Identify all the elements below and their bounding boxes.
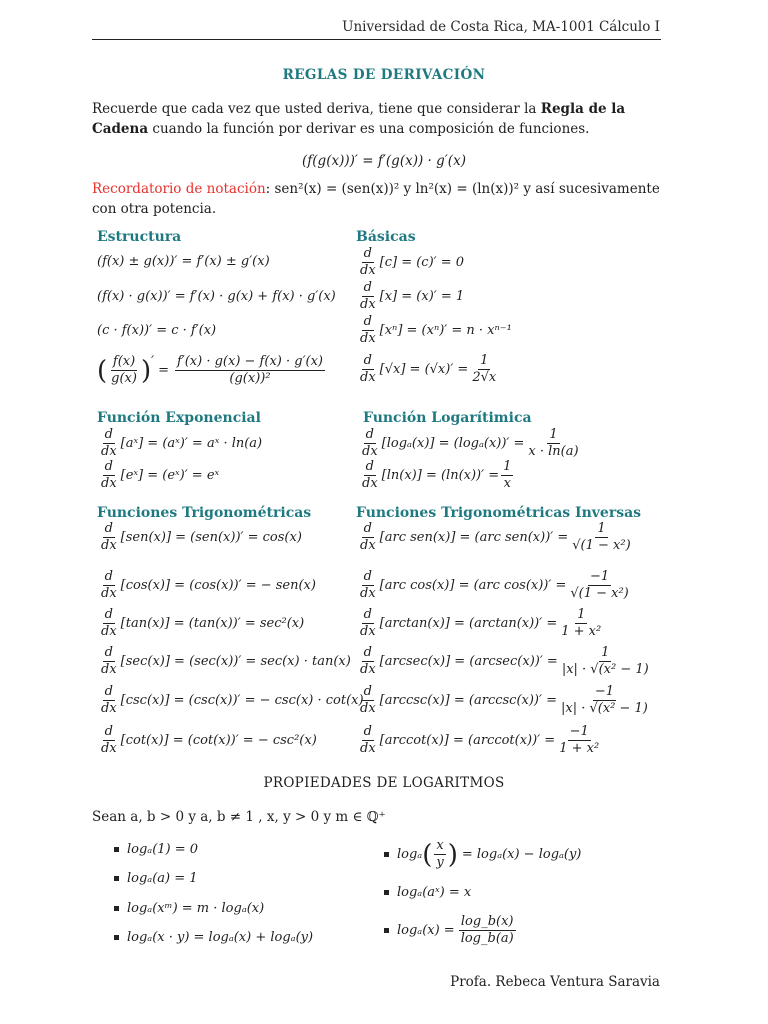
d-dx — [99, 459, 119, 492]
d-dx — [99, 684, 119, 717]
rule-text: [sec(x)] = (sec(x))′ = sec(x) · tan(x) — [120, 654, 351, 669]
d-den: dx — [360, 586, 376, 601]
logs-conditions: Sean a, b > 0 y a, b ≠ 1 , x, y > 0 y m ∈ ℚ⁺ — [92, 809, 386, 825]
rule-sec — [97, 645, 351, 678]
intro-text-1: Recuerde que cada vez que usted deriva, tiene que considerar la — [92, 101, 541, 117]
footer-author: Profa. Rebeca Ventura Saravia — [450, 974, 660, 990]
bullet — [384, 928, 389, 933]
d-num: d — [104, 521, 113, 536]
d-den: dx — [101, 624, 117, 639]
result-num: 1 — [601, 645, 610, 660]
rule-text: [arc sen(x)] = (arc sen(x))′ = — [379, 530, 569, 545]
d-num: d — [104, 569, 113, 584]
d-dx — [99, 645, 119, 678]
log-prop-1 — [114, 842, 198, 857]
section-title-exponencial: Función Exponencial — [97, 410, 261, 426]
rule-basica-x — [356, 280, 464, 313]
rule-text: [c] = (c)′ = 0 — [379, 255, 465, 270]
d-num: d — [363, 607, 372, 622]
result-num: 1 — [577, 607, 586, 622]
rule-arcsen — [356, 521, 635, 554]
frac-den: log_b(a) — [460, 931, 514, 946]
rule-text: [xⁿ] = (xⁿ)′ = n · xⁿ⁻¹ — [379, 323, 512, 338]
log-prop-text: = logₐ(x) − logₐ(y) — [461, 847, 582, 862]
result-den: 1 + x² — [561, 624, 602, 639]
d-dx — [358, 280, 378, 313]
d-dx — [358, 724, 378, 757]
log-quotient-fraction — [434, 838, 445, 871]
log-prop-text: logₐ(x) = — [397, 923, 455, 938]
quotient-rhs-fraction — [175, 354, 325, 387]
rule-basica-constant — [356, 246, 464, 279]
rule-basica-sqrt — [356, 353, 500, 386]
prime-mark: ′ — [151, 354, 155, 369]
section-title-trig: Funciones Trigonométricas — [97, 505, 312, 521]
log-prop-text: logₐ — [397, 847, 423, 862]
rule-result — [570, 521, 632, 554]
intro-bold: Regla de la Cadena — [92, 101, 626, 137]
log-prop-2 — [114, 871, 198, 886]
d-num: d — [104, 427, 113, 442]
result-den: x — [503, 476, 511, 491]
d-num: d — [363, 353, 372, 368]
section-title-logaritmica: Función Logarítimica — [363, 410, 532, 426]
frac-num: x — [436, 838, 444, 853]
result-den: 1 + x² — [559, 741, 600, 756]
rule-text: [ln(x)] = (ln(x))′ = — [381, 468, 500, 483]
header-divider — [92, 39, 661, 40]
d-den: dx — [101, 662, 117, 677]
rule-arccot — [356, 724, 603, 757]
rule-exp-e — [97, 459, 219, 492]
paren-open: ( — [97, 355, 108, 386]
frac-den: y — [436, 855, 444, 870]
rule-arccos — [356, 569, 633, 602]
result-num: −1 — [569, 724, 589, 739]
sqrt-result — [470, 353, 498, 386]
paren-open: ( — [422, 839, 433, 870]
d-den: dx — [101, 741, 117, 756]
bullet — [114, 935, 119, 940]
paren-close: ) — [447, 839, 458, 870]
d-num: d — [104, 724, 113, 739]
d-den: dx — [101, 476, 117, 491]
rule-arcsec — [356, 645, 653, 678]
rule-constant: (c · f(x))′ = c · f′(x) — [97, 323, 217, 338]
notation-reminder — [92, 179, 667, 219]
quotient-rhs-den: (g(x))² — [229, 371, 271, 386]
rule-exp-a — [97, 427, 262, 460]
d-dx — [358, 314, 378, 347]
d-num: d — [363, 521, 372, 536]
log-prop-quotient — [384, 838, 581, 871]
paren-close: ) — [140, 355, 152, 386]
d-den: dx — [360, 370, 376, 385]
log-prop-text: logₐ(a) = 1 — [127, 871, 198, 886]
quotient-lhs-num: f(x) — [112, 354, 136, 369]
rule-arccsc — [356, 684, 652, 717]
d-num: d — [363, 684, 372, 699]
log-prop-4 — [114, 930, 313, 945]
d-num: d — [363, 645, 372, 660]
d-dx — [358, 569, 378, 602]
bullet — [114, 876, 119, 881]
bullet — [114, 906, 119, 911]
rule-text: [x] = (x)′ = 1 — [379, 289, 465, 304]
quotient-rhs-num: f′(x) · g(x) − f(x) · g′(x) — [176, 354, 323, 369]
rule-basica-power — [356, 314, 512, 347]
d-den: dx — [101, 538, 117, 553]
rule-result — [501, 459, 513, 492]
rule-tan — [97, 607, 304, 640]
intro-paragraph — [92, 99, 667, 139]
rule-arctan — [356, 607, 605, 640]
page-title: REGLAS DE DERIVACIÓN — [282, 67, 486, 83]
rule-sum: (f(x) ± g(x))′ = f′(x) ± g′(x) — [97, 254, 270, 269]
rule-text: [arc cos(x)] = (arc cos(x))′ = — [379, 578, 567, 593]
rule-text: [arccsc(x)] = (arccsc(x))′ = — [379, 693, 557, 708]
d-num: d — [104, 459, 113, 474]
d-num: d — [363, 246, 372, 261]
d-dx — [358, 684, 378, 717]
rule-text: [sen(x)] = (sen(x))′ = cos(x) — [120, 530, 302, 545]
d-den: dx — [362, 476, 378, 491]
log-prop-inverse — [384, 885, 471, 900]
d-dx — [99, 607, 119, 640]
d-den: dx — [101, 444, 117, 459]
rule-csc — [97, 684, 364, 717]
bullet — [384, 890, 389, 895]
d-dx — [99, 427, 119, 460]
result-den: √(1 − x²) — [570, 586, 629, 601]
sqrt-result-den: 2√x — [472, 370, 497, 385]
equals-sign: = — [158, 363, 169, 378]
rule-product: (f(x) · g(x))′ = f′(x) · g(x) + f(x) · g′(x) — [97, 289, 336, 304]
d-dx — [358, 645, 378, 678]
result-num: 1 — [503, 459, 512, 474]
bullet — [384, 852, 389, 857]
rule-result — [557, 724, 601, 757]
intro-text-2: cuando la función por derivar es una composición de funciones. — [148, 121, 590, 137]
header-text: Universidad de Costa Rica, MA-1001 Cálculo I — [342, 19, 660, 35]
rule-log-a — [358, 427, 583, 460]
result-den: x · ln(a) — [528, 444, 579, 459]
result-num: 1 — [549, 427, 558, 442]
rule-text: [aˣ] = (aˣ)′ = aˣ · ln(a) — [120, 436, 263, 451]
rule-sen — [97, 521, 302, 554]
d-num: d — [104, 684, 113, 699]
log-prop-text: logₐ(aˣ) = x — [397, 885, 472, 900]
log-prop-3 — [114, 901, 264, 916]
section-title-estructura: Estructura — [97, 229, 182, 245]
d-num: d — [363, 314, 372, 329]
result-num: −1 — [594, 684, 615, 699]
rule-text: [arcsec(x)] = (arcsec(x))′ = — [379, 654, 558, 669]
rule-text: [logₐ(x)] = (logₐ(x))′ = — [381, 436, 525, 451]
d-den: dx — [360, 538, 376, 553]
rule-result — [559, 607, 603, 640]
d-dx — [99, 569, 119, 602]
rule-text: [arccot(x)] = (arccot(x))′ = — [379, 733, 556, 748]
d-num: d — [104, 607, 113, 622]
logs-title: PROPIEDADES DE LOGARITMOS — [263, 775, 505, 791]
quotient-lhs-den: g(x) — [111, 371, 137, 386]
d-dx — [360, 459, 380, 492]
rule-result — [568, 569, 630, 602]
rule-cos — [97, 569, 316, 602]
d-den: dx — [362, 444, 378, 459]
rule-result — [559, 684, 650, 717]
notation-label: Recordatorio de notación — [92, 181, 266, 197]
rule-text: [√x] = (√x)′ = — [379, 362, 469, 377]
section-title-trig-inv: Funciones Trigonométricas Inversas — [356, 505, 642, 521]
d-dx — [358, 353, 378, 386]
rule-text: [arctan(x)] = (arctan(x))′ = — [379, 616, 558, 631]
d-dx — [358, 607, 378, 640]
d-den: dx — [360, 331, 376, 346]
rule-result — [526, 427, 580, 460]
change-base-fraction — [459, 914, 516, 947]
log-prop-text: logₐ(1) = 0 — [127, 842, 199, 857]
rule-text: [eˣ] = (eˣ)′ = eˣ — [120, 468, 220, 483]
d-den: dx — [360, 741, 376, 756]
log-prop-text: logₐ(xᵐ) = m · logₐ(x) — [127, 901, 265, 916]
notation-text: : sen²(x) = (sen(x))² y ln²(x) = (ln(x))² y así sucesivamente con otra potencia. — [92, 181, 660, 217]
d-num: d — [365, 459, 374, 474]
log-prop-text: logₐ(x · y) = logₐ(x) + logₐ(y) — [127, 930, 314, 945]
result-num: 1 — [597, 521, 606, 536]
d-den: dx — [360, 297, 376, 312]
d-num: d — [363, 724, 372, 739]
rule-cot — [97, 724, 317, 757]
result-den: √(1 − x²) — [572, 538, 631, 553]
d-num: d — [365, 427, 374, 442]
d-num: d — [363, 569, 372, 584]
d-dx — [99, 521, 119, 554]
rule-ln — [358, 459, 515, 492]
quotient-lhs-fraction — [109, 354, 139, 387]
rule-text: [csc(x)] = (csc(x))′ = − csc(x) · cot(x) — [120, 693, 364, 708]
d-den: dx — [360, 662, 376, 677]
rule-text: [cot(x)] = (cot(x))′ = − csc²(x) — [120, 733, 317, 748]
rule-result — [560, 645, 651, 678]
d-den: dx — [360, 263, 376, 278]
d-dx — [360, 427, 380, 460]
d-den: dx — [360, 624, 376, 639]
sqrt-result-num: 1 — [480, 353, 489, 368]
section-title-basicas: Básicas — [356, 229, 416, 245]
frac-num: log_b(x) — [460, 914, 514, 929]
result-den: |x| · √(x² − 1) — [561, 662, 649, 677]
rule-quotient — [97, 354, 327, 387]
rule-text: [tan(x)] = (tan(x))′ = sec²(x) — [120, 616, 305, 631]
d-den: dx — [360, 701, 376, 716]
result-num: −1 — [589, 569, 610, 584]
rule-text: [cos(x)] = (cos(x))′ = − sen(x) — [120, 578, 316, 593]
d-num: d — [363, 280, 372, 295]
d-dx — [358, 521, 378, 554]
d-den: dx — [101, 586, 117, 601]
d-dx — [99, 724, 119, 757]
bullet — [114, 847, 119, 852]
d-num: d — [104, 645, 113, 660]
log-prop-change-base — [384, 914, 518, 947]
result-den: |x| · √(x² − 1) — [560, 701, 648, 716]
chain-rule-formula: (f(g(x)))′ = f′(g(x)) · g′(x) — [302, 153, 466, 169]
d-dx — [358, 246, 378, 279]
d-den: dx — [101, 701, 117, 716]
